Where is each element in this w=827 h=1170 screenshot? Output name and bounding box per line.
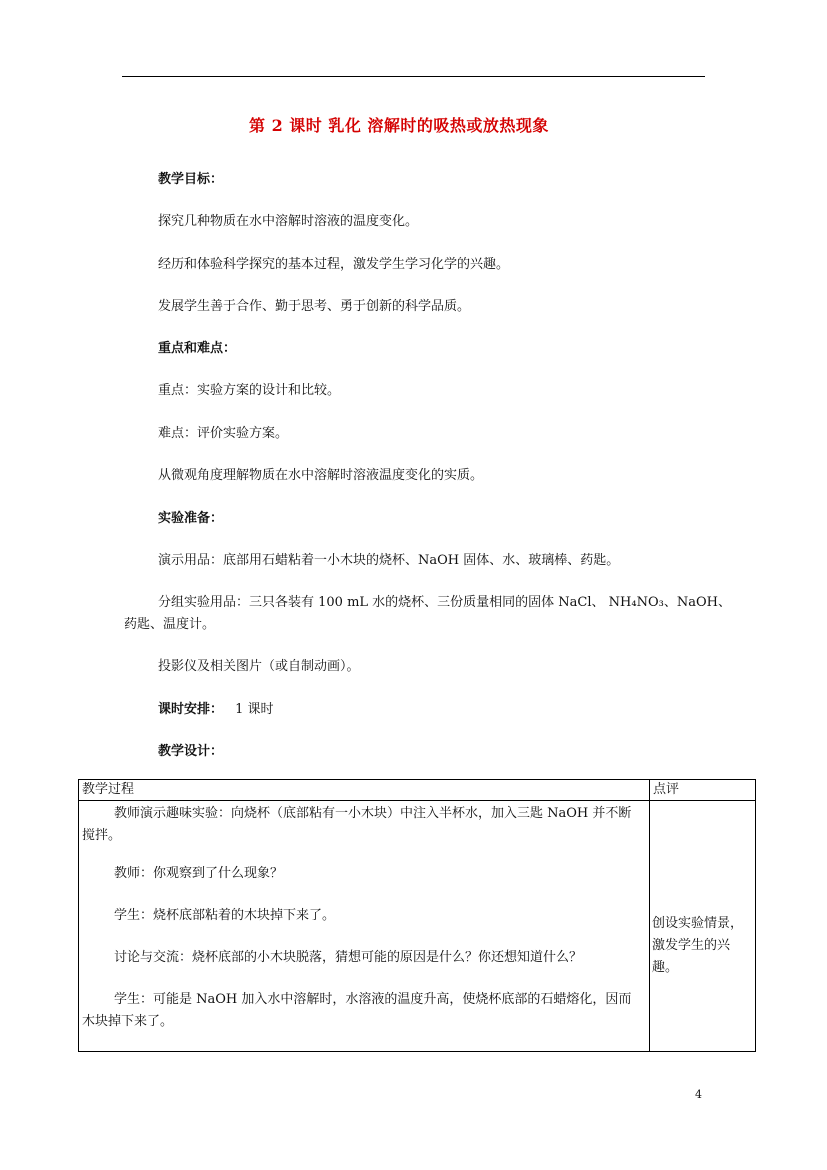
- process-para-2: 教师：你观察到了什么现象？: [114, 866, 284, 881]
- process-para-1: 教师演示趣味实验：向烧杯（底部粘有一小木块）中注入半杯水，加入三匙 NaOH 并不断搅拌。: [82, 806, 632, 843]
- prep-demo: 演示用品：底部用石蜡粘着一小木块的烧杯、NaOH 固体、水、玻璃棒、药匙。: [158, 553, 620, 568]
- schedule-value: 1 课时: [235, 702, 274, 717]
- process-cell: [79, 801, 650, 1052]
- comment-text: 创设实验情景，激发学生的兴趣。: [652, 916, 744, 975]
- design-heading: 教学设计：: [158, 744, 224, 759]
- comment-cell: [650, 801, 756, 1052]
- prep-group-line-2: 药匙、温度计。: [124, 617, 216, 632]
- difficulty-text: 难点：评价实验方案。: [158, 426, 289, 441]
- process-para-4: 讨论与交流：烧杯底部的小木块脱落，猜想可能的原因是什么？你还想知道什么？: [114, 950, 583, 965]
- header-rule: [122, 76, 705, 77]
- page-number: 4: [695, 1088, 702, 1101]
- process-para-3: 学生：烧杯底部粘着的木块掉下来了。: [114, 908, 336, 923]
- header-comment: 点评: [650, 780, 756, 801]
- process-para-5: 学生：可能是 NaOH 加入水中溶解时，水溶液的温度升高，使烧杯底部的石蜡熔化，因而木块掉下来了。: [82, 992, 632, 1029]
- keypoints-heading: 重点和难点：: [158, 341, 237, 356]
- objectives-heading: 教学目标：: [158, 172, 224, 187]
- prep-group-line-1: 分组实验用品：三只各装有 100 mL 水的烧杯、三份质量相同的固体 NaCl、 NH₄NO₃、NaOH、: [158, 595, 731, 610]
- objective-1: 探究几种物质在水中溶解时溶液的温度变化。: [158, 214, 419, 229]
- schedule-label: 课时安排：: [158, 702, 224, 717]
- prep-heading: 实验准备：: [158, 511, 224, 526]
- difficulty-text-2: 从微观角度理解物质在水中溶解时溶液温度变化的实质。: [158, 468, 484, 483]
- schedule-row: [158, 698, 274, 717]
- prep-projector: 投影仪及相关图片（或自制动画）。: [158, 659, 360, 674]
- keypoint-text: 重点：实验方案的设计和比较。: [158, 383, 341, 398]
- objective-3: 发展学生善于合作、勤于思考、勇于创新的科学品质。: [158, 299, 471, 314]
- objective-2: 经历和体验科学探究的基本过程，激发学生学习化学的兴趣。: [158, 257, 510, 272]
- lesson-title: 第 2 课时 乳化 溶解时的吸热或放热现象: [249, 116, 549, 135]
- teaching-design-table: [78, 779, 756, 1052]
- header-process: 教学过程: [79, 780, 650, 801]
